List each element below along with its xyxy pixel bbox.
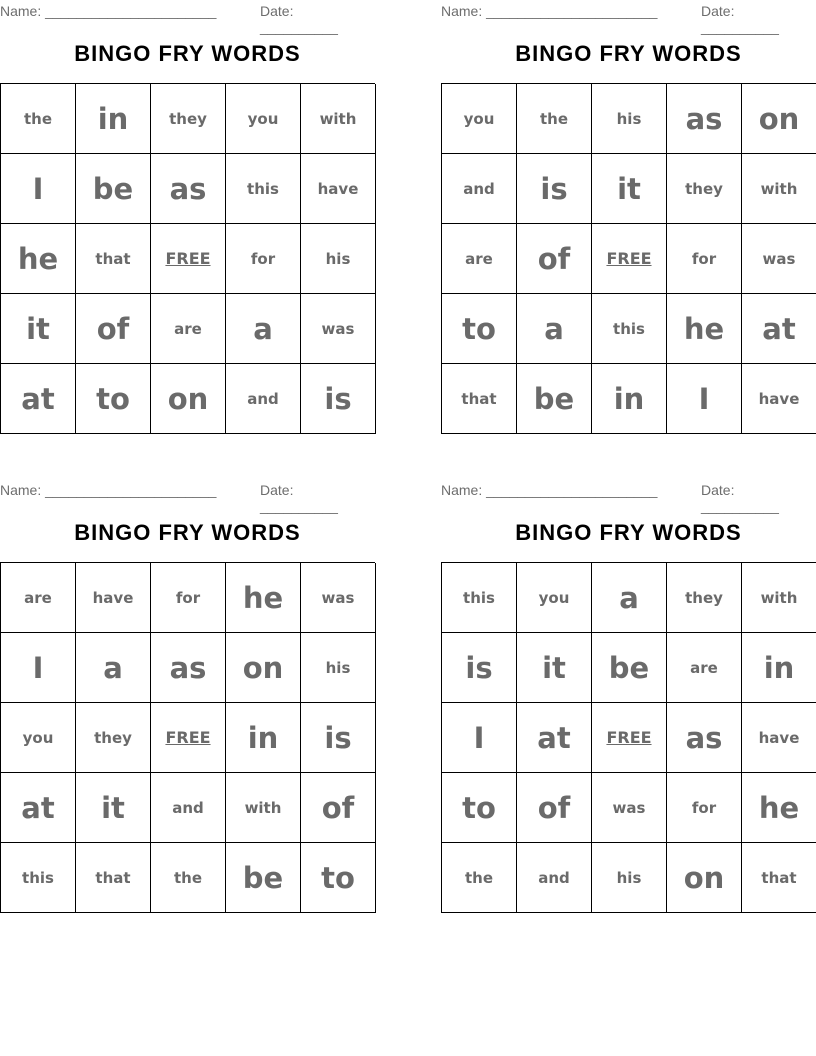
bingo-cell: his: [301, 224, 376, 294]
bingo-cell: I: [1, 633, 76, 703]
bingo-cell: as: [151, 154, 226, 224]
bingo-cell: are: [1, 563, 76, 633]
card-title: BINGO FRY WORDS: [74, 520, 301, 545]
bingo-cell: and: [226, 364, 301, 434]
bingo-cell: you: [1, 703, 76, 773]
bingo-cell: I: [667, 364, 742, 434]
bingo-cell: a: [76, 633, 151, 703]
card-title: BINGO FRY WORDS: [74, 41, 301, 66]
bingo-cell: for: [667, 773, 742, 843]
bingo-card-2: [441, 0, 816, 416]
bingo-cell: this: [442, 563, 517, 633]
date-field: Date: __________: [260, 482, 338, 514]
bingo-card-3: [0, 479, 375, 895]
bingo-cell: at: [1, 773, 76, 843]
bingo-cell: have: [742, 364, 816, 434]
bingo-cell: in: [226, 703, 301, 773]
bingo-cell: are: [667, 633, 742, 703]
card-header: [441, 0, 816, 35]
bingo-cell: and: [517, 843, 592, 913]
bingo-cell: have: [301, 154, 376, 224]
bingo-cell: his: [592, 843, 667, 913]
bingo-cell: of: [517, 224, 592, 294]
free-space: FREE: [151, 703, 226, 773]
bingo-cell: they: [667, 154, 742, 224]
bingo-cell: with: [301, 84, 376, 154]
bingo-cell: at: [742, 294, 816, 364]
bingo-cell: you: [517, 563, 592, 633]
bingo-cell: a: [592, 563, 667, 633]
bingo-cell: in: [742, 633, 816, 703]
bingo-cell: he: [667, 294, 742, 364]
bingo-grid: [0, 562, 375, 913]
bingo-cell: it: [76, 773, 151, 843]
bingo-cell: the: [1, 84, 76, 154]
bingo-card-4: [441, 479, 816, 895]
bingo-cell: you: [226, 84, 301, 154]
card-header: [0, 0, 375, 35]
bingo-cell: they: [151, 84, 226, 154]
bingo-cell: was: [301, 563, 376, 633]
bingo-cell: the: [442, 843, 517, 913]
card-title: BINGO FRY WORDS: [515, 520, 742, 545]
bingo-cell: they: [667, 563, 742, 633]
bingo-card-1: [0, 0, 375, 416]
bingo-cell: for: [226, 224, 301, 294]
bingo-cell: his: [592, 84, 667, 154]
bingo-cell: are: [151, 294, 226, 364]
bingo-cell: as: [667, 84, 742, 154]
name-field: Name: ______________________: [0, 3, 217, 19]
bingo-cell: on: [667, 843, 742, 913]
bingo-cell: at: [1, 364, 76, 434]
bingo-cell: in: [76, 84, 151, 154]
bingo-cell: was: [301, 294, 376, 364]
bingo-cell: it: [517, 633, 592, 703]
bingo-cell: it: [592, 154, 667, 224]
bingo-grid: [441, 562, 816, 913]
bingo-cell: the: [517, 84, 592, 154]
bingo-cell: he: [226, 563, 301, 633]
bingo-cell: have: [76, 563, 151, 633]
bingo-cell: for: [667, 224, 742, 294]
bingo-cell: that: [742, 843, 816, 913]
bingo-cell: with: [742, 154, 816, 224]
bingo-cell: of: [76, 294, 151, 364]
bingo-cell: that: [76, 843, 151, 913]
name-field: Name: ______________________: [441, 482, 658, 498]
bingo-cell: and: [442, 154, 517, 224]
bingo-grid: [0, 83, 375, 434]
bingo-cell: is: [301, 364, 376, 434]
bingo-cell: his: [301, 633, 376, 703]
bingo-cell: was: [742, 224, 816, 294]
bingo-cell: have: [742, 703, 816, 773]
bingo-cell: be: [226, 843, 301, 913]
bingo-cell: the: [151, 843, 226, 913]
bingo-cell: on: [151, 364, 226, 434]
free-space: FREE: [592, 224, 667, 294]
date-field: Date: __________: [701, 482, 779, 514]
bingo-cell: of: [517, 773, 592, 843]
bingo-cell: on: [226, 633, 301, 703]
free-space: FREE: [151, 224, 226, 294]
bingo-cell: this: [226, 154, 301, 224]
bingo-cell: to: [442, 773, 517, 843]
bingo-cell: this: [592, 294, 667, 364]
bingo-cell: they: [76, 703, 151, 773]
bingo-cell: is: [517, 154, 592, 224]
date-field: Date: __________: [701, 3, 779, 35]
bingo-cell: to: [301, 843, 376, 913]
bingo-cell: was: [592, 773, 667, 843]
name-field: Name: ______________________: [441, 3, 658, 19]
bingo-cell: that: [76, 224, 151, 294]
bingo-cell: be: [517, 364, 592, 434]
bingo-cell: in: [592, 364, 667, 434]
bingo-cell: with: [742, 563, 816, 633]
free-space: FREE: [592, 703, 667, 773]
bingo-grid: [441, 83, 816, 434]
bingo-cell: you: [442, 84, 517, 154]
bingo-cell: as: [151, 633, 226, 703]
bingo-cell: as: [667, 703, 742, 773]
bingo-cell: this: [1, 843, 76, 913]
date-field: Date: __________: [260, 3, 338, 35]
bingo-cell: he: [742, 773, 816, 843]
bingo-cell: is: [442, 633, 517, 703]
bingo-cell: be: [76, 154, 151, 224]
bingo-cell: and: [151, 773, 226, 843]
bingo-cell: of: [301, 773, 376, 843]
bingo-cell: are: [442, 224, 517, 294]
bingo-cell: that: [442, 364, 517, 434]
bingo-cell: I: [442, 703, 517, 773]
card-header: [0, 479, 375, 514]
bingo-cell: to: [76, 364, 151, 434]
bingo-cell: be: [592, 633, 667, 703]
bingo-cell: to: [442, 294, 517, 364]
bingo-cell: with: [226, 773, 301, 843]
bingo-cell: is: [301, 703, 376, 773]
bingo-cell: I: [1, 154, 76, 224]
bingo-cell: on: [742, 84, 816, 154]
bingo-cell: a: [517, 294, 592, 364]
bingo-cell: a: [226, 294, 301, 364]
card-header: [441, 479, 816, 514]
bingo-cell: at: [517, 703, 592, 773]
bingo-cell: it: [1, 294, 76, 364]
name-field: Name: ______________________: [0, 482, 217, 498]
card-title: BINGO FRY WORDS: [515, 41, 742, 66]
bingo-cell: he: [1, 224, 76, 294]
bingo-cell: for: [151, 563, 226, 633]
